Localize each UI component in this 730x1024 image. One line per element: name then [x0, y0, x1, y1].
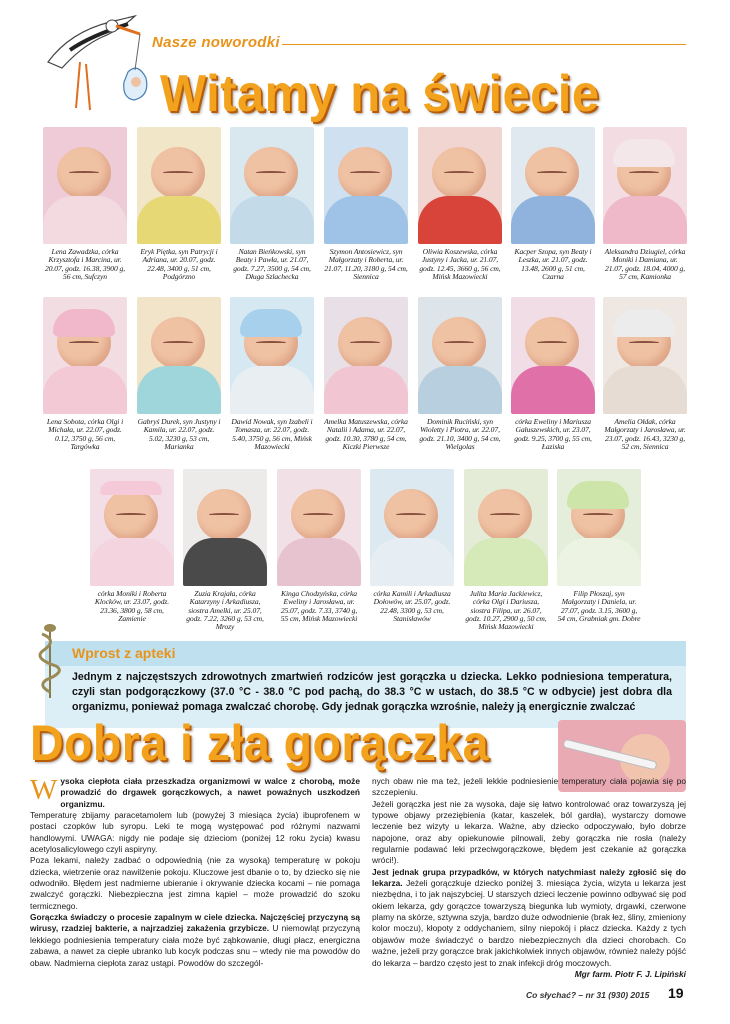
section-label: Nasze noworodki [152, 34, 280, 51]
baby-photo [183, 469, 267, 586]
baby-photo [370, 469, 454, 586]
baby-card [183, 469, 267, 632]
article-paragraph: U niemowląt przyczyną lekkiego podniesienia temperatury ciała może być ząbkowanie, długi płacz, energiczna zabawa, a nawet za ciepłe ubranko lub kocyk podczas snu – wtedy nie ma powodów do obaw. Nadmierna ciepłota zaraz ustąpi. Powodów do szczegól- [30, 923, 360, 968]
baby-card [137, 297, 221, 451]
baby-caption: Lena Sobota, córka Olgi i Michała, ur. 22.07, godz. 0.12, 3750 g, 56 cm, Targówka [46, 417, 124, 452]
baby-photo [324, 127, 408, 244]
baby-caption: Szymon Antosiewicz, syn Małgorzaty i Roberta, ur. 21.07, 11.20, 3180 g, 54 cm, Siennica [324, 247, 408, 282]
baby-caption: Lena Zawadzka, córka Krzysztofa i Marcina, ur. 20.07, godz. 16.38, 3900 g, 56 cm, Sufczyn [45, 247, 125, 282]
baby-photo [557, 469, 641, 586]
article-intro: ysoka ciepłota ciała przeszkadza organizmowi w walce z chorobą, może prowadzić do drgawek gorączkowych, a nawet poważnych uszkodzeń organizmu. [60, 776, 360, 809]
page-title: Witamy na świecie [160, 65, 600, 123]
page-number: 19 [668, 985, 684, 1001]
drop-cap: W [30, 774, 58, 806]
caduceus-icon [30, 620, 70, 700]
baby-photo [324, 297, 408, 414]
baby-card [511, 297, 595, 451]
baby-card [230, 127, 314, 281]
baby-caption: Aleksandra Dziugiel, córka Moniki i Damiana, ur. 21.07, godz. 18.04, 4000 g, 57 cm, Kamionka [604, 247, 686, 282]
baby-caption: Julita Maria Jackiewicz, córka Olgi i Dariusza, siostra Filipa, ur. 26.07, godz. 10.27, 2900 g, 50 cm, Mińsk Mazowiecki [465, 589, 547, 632]
baby-photo [43, 127, 127, 244]
article-column-left [30, 776, 360, 969]
article-paragraph: Poza lekami, należy zadbać o odpowiednią (nie za wysoką) temperaturę w pokoju dziecka, wietrzenie oraz nawilżenie pokoju. Kluczowe jest dbanie o to, by dziecko się nie odwodniło. Błędem jest nadmierne ubieranie i okrywanie dziecka kocami – nie pomaga zwalczyć gorączki. Niebezpieczna jest zimna kąpiel – może prowadzić do szoku termicznego. [30, 855, 360, 911]
stork-illustration [40, 12, 160, 122]
baby-caption: Natan Bieńkowski, syn Beaty i Pawła, ur. 21.07, godz. 7.27, 3500 g, 54 cm, Długa Szlachecka [233, 247, 311, 282]
baby-caption: Dominik Ruciński, syn Wioletty i Piotra, ur. 22.07, godz. 21.10, 3400 g, 54 cm, Wielgolas [419, 417, 501, 452]
article-paragraph: Jeżeli gorączkuje dziecko poniżej 3. miesiąca życia, wizyta u lekarza jest niezbędna, i to jak najszybciej. U starszych dzieci leczenie powinno odbywać się pod okiem lekarza, gdy gorączce towarzyszą biegunka lub wymioty, drgawki, czerwone plamy na skórze, sztywna szyja, bardzo duże odwodnienie (brak łez, śliny, zmieniony kolor moczu), kłopoty z oddychaniem, silny niepokój i płacz dziecka. Każdy z tych objawów może świadczyć o bardzo niebezpiecznych dla dzieci chorobach. Co ważne, jeżeli przy gorączce brak jakichkolwiek innych objawów, również należy pójść do lekarza – bardzo często jest to znak infekcji dróg moczowych. [372, 878, 686, 968]
baby-photo [511, 127, 595, 244]
baby-caption: córka Kamili i Arkadiusza Dołowów, ur. 25.07, godz. 22.48, 3300 g, 53 cm, Stanisławów [373, 589, 451, 624]
baby-card [603, 297, 687, 451]
baby-caption: córka Moniki i Roberta Klocków, ur. 23.07, godz. 23.36, 3800 g, 58 cm, Zamienie [94, 589, 170, 624]
baby-card [418, 297, 502, 451]
baby-photo [137, 127, 221, 244]
baby-card [324, 127, 408, 281]
baby-photo [277, 469, 361, 586]
article-lead: Jednym z najczęstszych zdrowotnych zmartwień rodziców jest gorączka u dziecka. Lekko podniesiona temperatura, czyli stan podgorączkowy (37.0 °C - 38.0 °C pod pachą, do 38.3 °C w ustach, do 38.5 °C w odbycie) jest dobra dla organizmu, ponieważ pomaga zwalczać chorobę. Gdy jednak gorączka wzrośnie, należy ją energicznie zwalczać [72, 671, 672, 714]
baby-card [324, 297, 408, 451]
baby-photo [603, 127, 687, 244]
baby-card [464, 469, 548, 632]
baby-card [43, 297, 127, 451]
article-column-right [372, 776, 686, 980]
baby-caption: Zuzia Krajała, córka Katarzyny i Arkadiusza, siostra Amelki, ur. 25.07, godz. 7.22, 3260 g, 53 cm, Mrozy [186, 589, 264, 632]
section-rule [282, 44, 686, 45]
baby-card [43, 127, 127, 281]
article-paragraph-bold: Jest jednak grupa przypadków, w których natychmiast należy zgłosić się do lekarza. [372, 866, 686, 889]
article-author: Mgr farm. Piotr F. J. Lipiński [574, 968, 686, 979]
baby-caption: Oliwia Koszewska, córka Justyny i Jacka, ur. 21.07, godz. 12.45, 3660 g, 56 cm, Mińsk Mazowiecki [419, 247, 501, 282]
baby-photo [90, 469, 174, 586]
baby-caption: Kinga Chodzyńska, córka Eweliny i Jarosława, ur. 25.07, godz. 7.33, 3740 g, 55 cm, Mińsk Mazowiecki [280, 589, 358, 624]
article-section-label: Wprost z apteki [72, 645, 176, 661]
baby-photo [464, 469, 548, 586]
article-paragraph: Temperaturę zbijamy paracetamolem lub (powyżej 3 miesiąca życia) ibuprofenem w postaci czopków lub syropu. Leki te mogą występować pod różnymi nazwami handlowymi. UWAGA: nigdy nie podaje się dzieciom (poniżej 12 roku życia) kwasu acetylosalicylowego czyli aspiryny. [30, 810, 360, 855]
baby-caption: córka Eweliny i Mariusza Gałuszewskich, ur. 23.07, godz. 9.25, 3700 g, 55 cm, Łaziska [514, 417, 592, 452]
article-title: Dobra i zła gorączka [30, 715, 489, 771]
baby-photo [230, 127, 314, 244]
baby-photo [43, 297, 127, 414]
baby-card [277, 469, 361, 623]
baby-card [418, 127, 502, 281]
baby-caption: Kacper Szopa, syn Beaty i Leszka, ur. 21.07, godz. 13.48, 2600 g, 51 cm, Czarna [514, 247, 592, 282]
baby-card [230, 297, 314, 451]
article-paragraph-bold: Gorączka świadczy o procesie zapalnym w ciele dziecka. Najczęściej przyczyną są wirusy, rzadziej bakterie, a najrzadziej zakażenia grzybicze. [30, 912, 360, 934]
baby-photo [230, 297, 314, 414]
baby-caption: Filip Płoszaj, syn Małgorzaty i Daniela, ur. 27.07, godz. 3.15, 3600 g, 54 cm, Grabniak gm. Dobre [557, 589, 641, 624]
baby-photo [418, 127, 502, 244]
baby-caption: Eryk Piętka, syn Patrycji i Adriana, ur. 20.07, godz. 22.48, 3400 g, 51 cm, Podgórzno [140, 247, 218, 282]
baby-photo [137, 297, 221, 414]
baby-card [137, 127, 221, 281]
article-paragraph: nych obaw nie ma też, jeżeli lekkie podniesienie temperatury ciała pojawia się po szczepieniu. [372, 776, 686, 798]
baby-caption: Amelia Ołdak, córka Małgorzaty i Jarosława, ur. 23.07, godz. 16.43, 3230 g, 52 cm, Siennica [604, 417, 686, 452]
baby-photo [418, 297, 502, 414]
baby-card [511, 127, 595, 281]
baby-caption: Gabryś Durek, syn Justyny i Kamila, ur. 22.07, godz. 5.02, 3230 g, 53 cm, Marianka [137, 417, 221, 452]
article-paragraph: Jeżeli gorączka jest nie za wysoka, daje się łatwo kontrolować oraz towarzyszą jej typowe objawy przeziębienia (katar, kaszelek, ból gardła), wystarczy domowe leczenie bez wizyty u lekarza. Ważne, aby dziecko odpoczywało, było dobrze napojone, oraz aby opiekunowie pilnowali, żeby gorączka nie rosła (należy regularnie podawać leki przeciwgorączkowe, błędem jest czekanie aż gorączka wróci!). [372, 798, 686, 866]
baby-card [603, 127, 687, 281]
baby-card [557, 469, 641, 623]
baby-card [90, 469, 174, 623]
baby-caption: Amelka Matuszewska, córka Natalii i Adama, ur. 22.07, godz. 10.30, 3780 g, 54 cm, Kiczki Pierwsze [324, 417, 408, 452]
baby-photo [603, 297, 687, 414]
baby-photo [511, 297, 595, 414]
baby-card [370, 469, 454, 623]
baby-caption: Dawid Nowak, syn Izabeli i Tomasza, ur. 22.07, godz. 5.40, 3750 g, 56 cm, Mińsk Mazowiecki [231, 417, 313, 452]
issue-footer: Co słychać? – nr 31 (930) 2015 [526, 990, 650, 1000]
